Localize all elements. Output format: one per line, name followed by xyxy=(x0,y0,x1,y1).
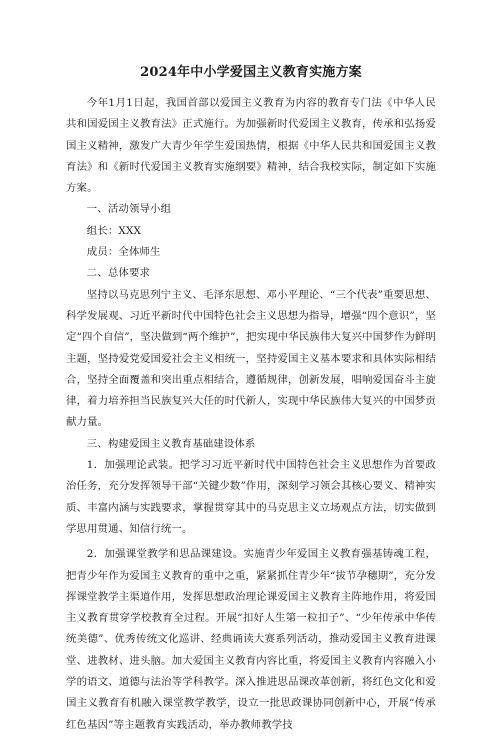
section1-heading: 一、活动领导小组 xyxy=(86,203,172,216)
section3-heading: 三、构建爱国主义教育基础建设体系 xyxy=(86,437,256,450)
section3-item1: 1．加强理论武装。把学习习近平新时代中国特色社会主义思想作为首要政治任务，充分发挥领导干部“关键少数”作用，深刻学习领会其核心要义、精神实质、丰富内涵与实践要求，掌握贯穿其中的马克思主义立场观点方法，切实做到学思用贯通、知信行统一。 xyxy=(66,459,436,535)
members-line: 成员：全体师生 xyxy=(86,246,161,259)
leader-line: 组长：XXX xyxy=(86,224,142,237)
section2-paragraph: 坚持以马克思列宁主义、毛泽东思想、邓小平理论、“三个代表”重要思想、科学发展观、习近平新时代中国特色社会主义思想为指导，增强“四个意识”，坚定“四个自信”，坚决做到“两个维护”，把实现中华民族伟大复兴中国梦作为鲜明主题，坚持爱党爱国爱社会主义相统一，坚持爱国主义基本要求和具体实际相结合，坚持全面覆盖和突出重点相结合，遵循规律，创新发展，唱响爱国奋斗主旋律，着力培养担当民族复兴大任的时代新人，实现中华民族伟大复兴的中国梦贡献力量。 xyxy=(66,288,436,429)
intro-paragraph: 今年1月1日起，我国首部以爱国主义教育为内容的教育专门法《中华人民共和国爱国主义教育法》正式施行。为加强新时代爱国主义教育，传承和弘扬爱国主义精神，激发广大青少年学生爱国热情，根据《中华人民共和国爱国主义教育法》和《新时代爱国主义教育实施纲要》精神，结合我校实际，制定如下实施方案。 xyxy=(66,97,436,195)
section3-item2: 2．加强课堂教学和思品课建设。实施青少年爱国主义教育强基铸魂工程，把青少年作为爱国主义教育的重中之重，紧紧抓住青少年“拔节孕穗期”，充分发挥课堂教学主渠道作用，发挥思想政治理论课爱国主义教育主阵地作用，将爱国主义教育贯穿学校教育全过程。开展“扣好人生第一粒扣子”、“少年传承中华传统美德”、优秀传统文化巡讲、经典诵读大赛系列活动，推动爱国主义教育进课堂、进教材、进头脑。加大爱国主义教育内容比重，将爱国主义教育内容融入小学的语文、道德与法治等学科教学。深入推进思品课改革创新，将红色文化和爱国主义教育有机融入课堂教学教学，设立一批思政课协同创新中心，开展“传承红色基因”等主题教育实践活动，举办教师教学技 xyxy=(66,548,436,731)
section2-heading: 二、总体要求 xyxy=(86,267,151,280)
document-title: 2024年中小学爱国主义教育实施方案 xyxy=(140,65,362,80)
